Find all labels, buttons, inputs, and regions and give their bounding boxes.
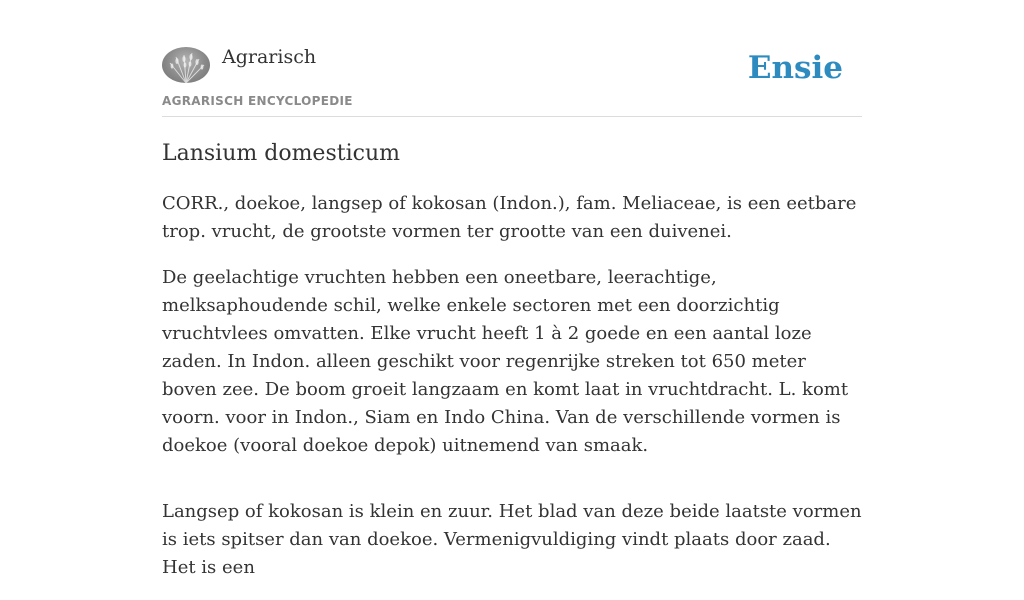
site-name[interactable]: Agrarisch xyxy=(222,46,317,68)
article-paragraph: De geelachtige vruchten hebben een oneetbare, leerachtige, melksaphoudende schil, welke enkele sectoren met een doorzichtig vruchtvlees omvatten. Elke vrucht heeft 1 à 2 goede en een aantal loze zaden. In Indon. alleen geschikt voor regenrijke streken tot 650 meter boven zee. De boom groeit langzaam en komt laat in vruchtdracht. L. komt voorn. voor in Indon., Siam en Indo China. Van de verschillende vormen is doekoe (vooral doekoe depok) uitnemend van smaak. xyxy=(162,267,849,456)
site-subtitle: AGRARISCH ENCYCLOPEDIE xyxy=(162,94,353,108)
article xyxy=(162,138,864,600)
site-header xyxy=(162,44,862,117)
wheat-logo-icon[interactable] xyxy=(162,47,210,83)
article-paragraph: CORR., doekoe, langsep of kokosan (Indon.), fam. Meliaceae, is een eetbare trop. vrucht, de grootste vormen ter grootte van een duivenei. xyxy=(162,193,857,242)
article-paragraph: Langsep of kokosan is klein en zuur. Het blad van deze beide laatste vormen is iets spitser dan van doekoe. Vermenigvuldiging vindt plaats door zaad. Het is een xyxy=(162,501,862,578)
article-title: Lansium domesticum xyxy=(162,141,400,166)
ensie-logo-link[interactable]: Ensie xyxy=(747,50,843,86)
